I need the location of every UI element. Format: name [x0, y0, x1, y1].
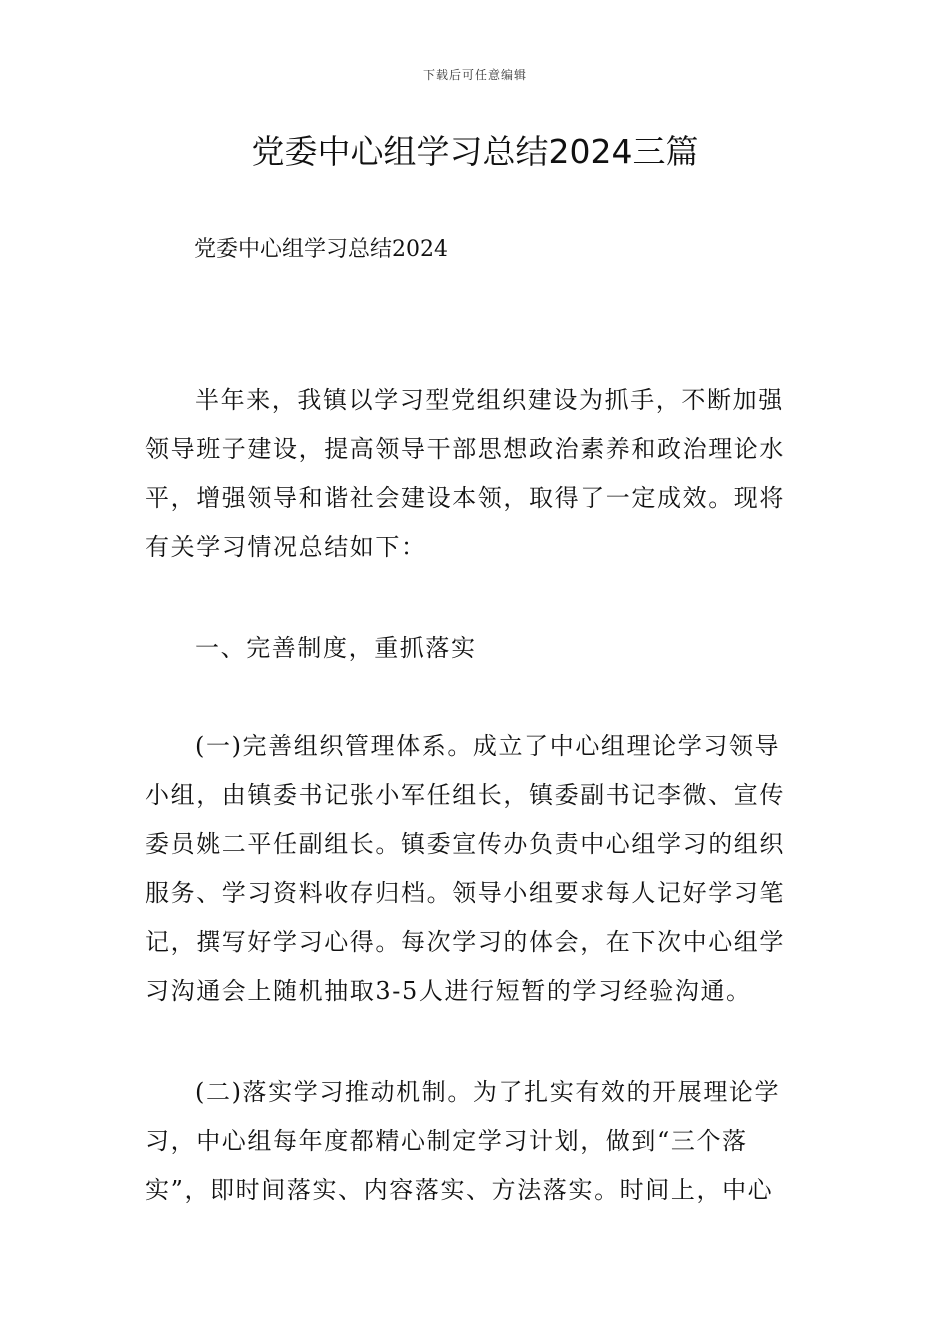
paragraph-line: 服务、学习资料收存归档。领导小组要求每人记好学习笔	[145, 879, 785, 907]
paragraph-line: 领导班子建设，提高领导干部思想政治素养和政治理论水	[145, 435, 785, 463]
paragraph-intro	[145, 376, 807, 572]
subtitle: 党委中心组学习总结2024	[194, 237, 448, 262]
paragraph-line: 记，撰写好学习心得。每次学习的体会，在下次中心组学	[145, 928, 785, 956]
paragraph-line: 习，中心组每年度都精心制定学习计划，做到“三个落	[145, 1127, 748, 1155]
paragraph-line: 委员姚二平任副组长。镇委宣传办负责中心组学习的组织	[145, 830, 785, 858]
header-note: 下载后可任意编辑	[422, 68, 527, 82]
paragraph-line: 有关学习情况总结如下：	[145, 533, 427, 561]
paragraph-line: 习沟通会上随机抽取3-5人进行短暂的学习经验沟通。	[145, 977, 752, 1005]
paragraph-line: 平，增强领导和谐社会建设本领，取得了一定成效。现将	[145, 484, 785, 512]
paragraph-organization	[145, 722, 807, 1016]
section-heading: 一、完善制度，重抓落实	[195, 634, 477, 662]
paragraph-line: (二)落实学习推动机制。为了扎实有效的开展理论学	[195, 1078, 781, 1106]
paragraph-line: (一)完善组织管理体系。成立了中心组理论学习领导	[195, 732, 781, 760]
document-title: 党委中心组学习总结2024三篇	[251, 132, 699, 171]
paragraph-mechanism	[145, 1068, 807, 1215]
paragraph-line: 小组，由镇委书记张小军任组长，镇委副书记李微、宣传	[145, 781, 785, 809]
paragraph-line: 半年来，我镇以学习型党组织建设为抓手，不断加强	[195, 386, 784, 414]
paragraph-line: 实”，即时间落实、内容落实、方法落实。时间上，中心	[145, 1176, 774, 1204]
